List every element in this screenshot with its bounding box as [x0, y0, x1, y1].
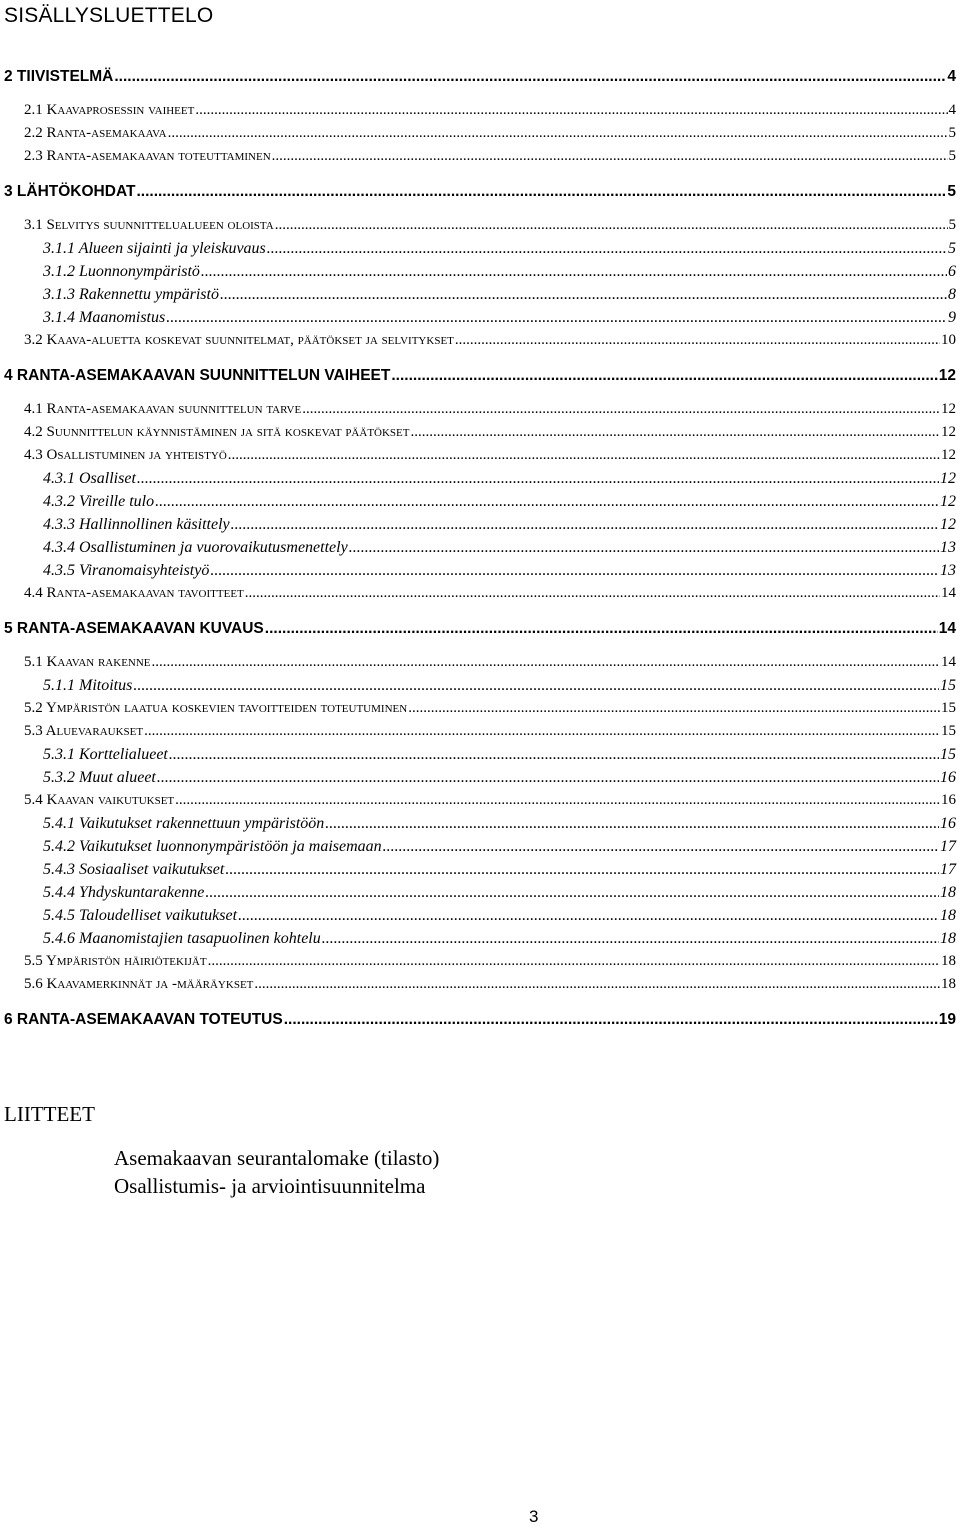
toc-entry-label: 5 RANTA-ASEMAKAAVAN KUVAUS — [4, 620, 264, 637]
toc-entry-label: 5.4.5 Taloudelliset vaikutukset — [43, 907, 238, 924]
toc-entry[interactable] — [43, 539, 956, 559]
toc-entry[interactable] — [24, 654, 956, 674]
toc-entry-label: 4.3.3 Hallinnollinen käsittely — [43, 516, 230, 533]
dot-leader — [144, 723, 940, 740]
toc-entry-page: 9 — [948, 309, 956, 326]
toc-entry-page: 12 — [940, 493, 956, 510]
toc-entry[interactable] — [24, 723, 956, 743]
toc-entry-label: 5.2 Ympäristön laatua koskevien tavoitteiden toteutuminen — [24, 700, 408, 716]
dot-leader — [391, 367, 937, 385]
toc-entry-label: 3.2 Kaava-aluetta koskevat suunnitelmat, päätökset ja selvitykset — [24, 332, 454, 348]
toc-entry-page: 15 — [940, 677, 956, 694]
toc-entry-label: 6 RANTA-ASEMAKAAVAN TOTEUTUS — [4, 1011, 283, 1028]
toc-entry[interactable] — [43, 516, 956, 536]
dot-leader — [275, 217, 948, 234]
toc-entry-label: 4.3.2 Vireille tulo — [43, 493, 155, 510]
dot-leader — [225, 861, 939, 879]
toc-entry[interactable] — [24, 585, 956, 605]
dot-leader — [267, 240, 947, 258]
toc-entry-page: 8 — [948, 286, 956, 303]
toc-entry-page: 12 — [941, 424, 956, 440]
toc-entry-page: 18 — [941, 953, 956, 969]
toc-entry-page: 19 — [938, 1011, 956, 1028]
attachment-item: Asemakaavan seurantalomake (tilasto) — [114, 1146, 440, 1170]
toc-entry[interactable] — [43, 309, 956, 329]
toc-entry-page: 18 — [940, 907, 956, 924]
dot-leader — [210, 562, 939, 580]
toc-entry[interactable] — [43, 493, 956, 513]
toc-entry-label: 4.3.4 Osallistuminen ja vuorovaikutusmenettely — [43, 539, 348, 556]
toc-entry[interactable] — [24, 401, 956, 421]
toc-entry[interactable] — [24, 700, 956, 720]
toc-entry-page: 5 — [948, 148, 956, 164]
toc-entry-page: 4 — [947, 68, 956, 85]
toc-entry-label: 5.4.2 Vaikutukset luonnonympäristöön ja maisemaan — [43, 838, 382, 855]
toc-entry-page: 18 — [940, 930, 956, 947]
document-title: SISÄLLYSLUETTELO — [4, 4, 214, 27]
toc-entry[interactable] — [24, 447, 956, 467]
dot-leader — [208, 953, 940, 970]
dot-leader — [349, 539, 939, 557]
toc-entry[interactable] — [24, 792, 956, 812]
toc-entry-page: 14 — [941, 585, 956, 601]
toc-entry-label: 5.5 Ympäristön häiriötekijät — [24, 953, 207, 969]
toc-entry-label: 2 TIIVISTELMÄ — [4, 68, 114, 85]
toc-entry[interactable] — [43, 861, 956, 881]
toc-entry-page: 12 — [938, 367, 956, 384]
toc-entry-label: 4.3 Osallistuminen ja yhteistyö — [24, 447, 227, 463]
toc-entry-page: 4 — [948, 102, 956, 118]
dot-leader — [152, 654, 940, 671]
toc-entry[interactable] — [24, 102, 956, 122]
toc-entry[interactable] — [43, 930, 956, 950]
toc-entry-label: 4.1 Ranta-asemakaavan suunnittelun tarve — [24, 401, 302, 417]
toc-entry-label: 5.4.3 Sosiaaliset vaikutukset — [43, 861, 225, 878]
toc-entry[interactable] — [43, 746, 956, 766]
dot-leader — [169, 746, 939, 764]
toc-entry-label: 5.3.1 Korttelialueet — [43, 746, 168, 763]
dot-leader — [195, 102, 947, 119]
toc-entry-label: 5.4.1 Vaikutukset rakennettuun ympäristöön — [43, 815, 325, 832]
toc-entry-label: 3.1.1 Alueen sijainti ja yleiskuvaus — [43, 240, 266, 257]
toc-entry-page: 14 — [941, 654, 956, 670]
toc-entry-label: 5.4.4 Yhdyskuntarakenne — [43, 884, 205, 901]
toc-entry[interactable] — [24, 125, 956, 145]
dot-leader — [265, 620, 938, 638]
toc-entry[interactable] — [43, 907, 956, 927]
dot-leader — [137, 470, 939, 488]
toc-entry[interactable] — [43, 286, 956, 306]
toc-entry-label: 3.1.2 Luonnonympäristö — [43, 263, 200, 280]
toc-entry[interactable] — [24, 148, 956, 168]
toc-entry-label: 3.1.3 Rakennettu ympäristö — [43, 286, 219, 303]
dot-leader — [325, 815, 939, 833]
toc-entry-page: 15 — [940, 746, 956, 763]
dot-leader — [114, 68, 946, 86]
toc-entry-page: 12 — [940, 516, 956, 533]
dot-leader — [455, 332, 940, 349]
attachments-heading: LIITTEET — [4, 1102, 95, 1126]
toc-entry-page: 17 — [940, 861, 956, 878]
toc-entry-page: 5 — [948, 240, 956, 257]
dot-leader — [254, 976, 940, 993]
toc-entry-page: 6 — [948, 263, 956, 280]
dot-leader — [410, 424, 940, 441]
toc-entry-page: 12 — [940, 470, 956, 487]
toc-entry-label: 4.4 Ranta-asemakaavan tavoitteet — [24, 585, 244, 601]
dot-leader — [322, 930, 939, 948]
dot-leader — [272, 148, 948, 165]
toc-entry-page: 16 — [940, 815, 956, 832]
toc-entry-label: 2.2 Ranta-asemakaava — [24, 125, 167, 141]
toc-entry-label: 5.1 Kaavan rakenne — [24, 654, 151, 670]
dot-leader — [228, 447, 940, 464]
toc-entry-page: 15 — [941, 723, 956, 739]
toc-entry-page: 16 — [941, 792, 956, 808]
dot-leader — [133, 677, 939, 695]
toc-entry[interactable] — [43, 884, 956, 904]
toc-entry-page: 18 — [941, 976, 956, 992]
dot-leader — [238, 907, 939, 925]
toc-entry[interactable] — [24, 424, 956, 444]
toc-entry-label: 2.1 Kaavaprosessin vaiheet — [24, 102, 195, 118]
dot-leader — [157, 769, 939, 787]
toc-entry[interactable] — [4, 1011, 956, 1031]
toc-entry[interactable] — [4, 183, 956, 203]
toc-entry-page: 14 — [938, 620, 956, 637]
toc-entry-label: 5.6 Kaavamerkinnät ja -määräykset — [24, 976, 254, 992]
toc-entry-page: 5 — [948, 125, 956, 141]
toc-entry-label: 5.3.2 Muut alueet — [43, 769, 156, 786]
toc-entry[interactable] — [43, 677, 956, 697]
dot-leader — [408, 700, 940, 717]
toc-entry-page: 16 — [940, 769, 956, 786]
toc-entry-page: 5 — [947, 183, 956, 200]
toc-entry[interactable] — [4, 68, 956, 88]
toc-entry[interactable] — [43, 263, 956, 283]
dot-leader — [175, 792, 940, 809]
toc-entry-label: 4.3.1 Osalliset — [43, 470, 136, 487]
toc-entry[interactable] — [4, 620, 956, 640]
toc-entry-label: 4 RANTA-ASEMAKAAVAN SUUNNITTELUN VAIHEET — [4, 367, 391, 384]
toc-entry[interactable] — [4, 367, 956, 387]
page-number: 3 — [529, 1507, 539, 1526]
toc-entry-label: 3 LÄHTÖKOHDAT — [4, 183, 136, 200]
dot-leader — [284, 1011, 938, 1029]
dot-leader — [383, 838, 939, 856]
toc-entry-page: 13 — [940, 539, 956, 556]
toc-entry[interactable] — [43, 470, 956, 490]
dot-leader — [302, 401, 940, 418]
toc-entry[interactable] — [43, 769, 956, 789]
toc-entry-page: 5 — [948, 217, 956, 233]
dot-leader — [220, 286, 947, 304]
dot-leader — [231, 516, 939, 534]
toc-entry-label: 4.2 Suunnittelun käynnistäminen ja sitä koskevat päätökset — [24, 424, 410, 440]
attachment-item: Osallistumis- ja arviointisuunnitelma — [114, 1174, 426, 1198]
toc-entry[interactable] — [24, 217, 956, 237]
toc-entry[interactable] — [43, 240, 956, 260]
dot-leader — [245, 585, 940, 602]
toc-entry[interactable] — [43, 562, 956, 582]
toc-entry-label: 4.3.5 Viranomaisyhteistyö — [43, 562, 210, 579]
toc-entry-page: 12 — [941, 401, 956, 417]
toc-entry[interactable] — [24, 976, 956, 996]
toc-entry[interactable] — [24, 332, 956, 352]
toc-entry-label: 3.1 Selvitys suunnittelualueen oloista — [24, 217, 274, 233]
toc-entry-label: 5.4.6 Maanomistajien tasapuolinen kohtelu — [43, 930, 321, 947]
toc-entry[interactable] — [24, 953, 956, 973]
dot-leader — [205, 884, 939, 902]
toc-entry-page: 10 — [941, 332, 956, 348]
toc-entry-label: 5.4 Kaavan vaikutukset — [24, 792, 175, 808]
toc-entry-page: 15 — [941, 700, 956, 716]
dot-leader — [201, 263, 947, 281]
toc-entry-label: 2.3 Ranta-asemakaavan toteuttaminen — [24, 148, 271, 164]
toc-entry[interactable] — [43, 815, 956, 835]
toc-entry[interactable] — [43, 838, 956, 858]
toc-entry-page: 12 — [941, 447, 956, 463]
toc-entry-page: 17 — [940, 838, 956, 855]
toc-entry-label: 5.3 Aluevaraukset — [24, 723, 144, 739]
toc-entry-page: 18 — [940, 884, 956, 901]
toc-entry-label: 5.1.1 Mitoitus — [43, 677, 133, 694]
dot-leader — [166, 309, 947, 327]
toc-entry-page: 13 — [940, 562, 956, 579]
dot-leader — [155, 493, 939, 511]
dot-leader — [168, 125, 948, 142]
toc-entry-label: 3.1.4 Maanomistus — [43, 309, 166, 326]
dot-leader — [136, 183, 946, 201]
